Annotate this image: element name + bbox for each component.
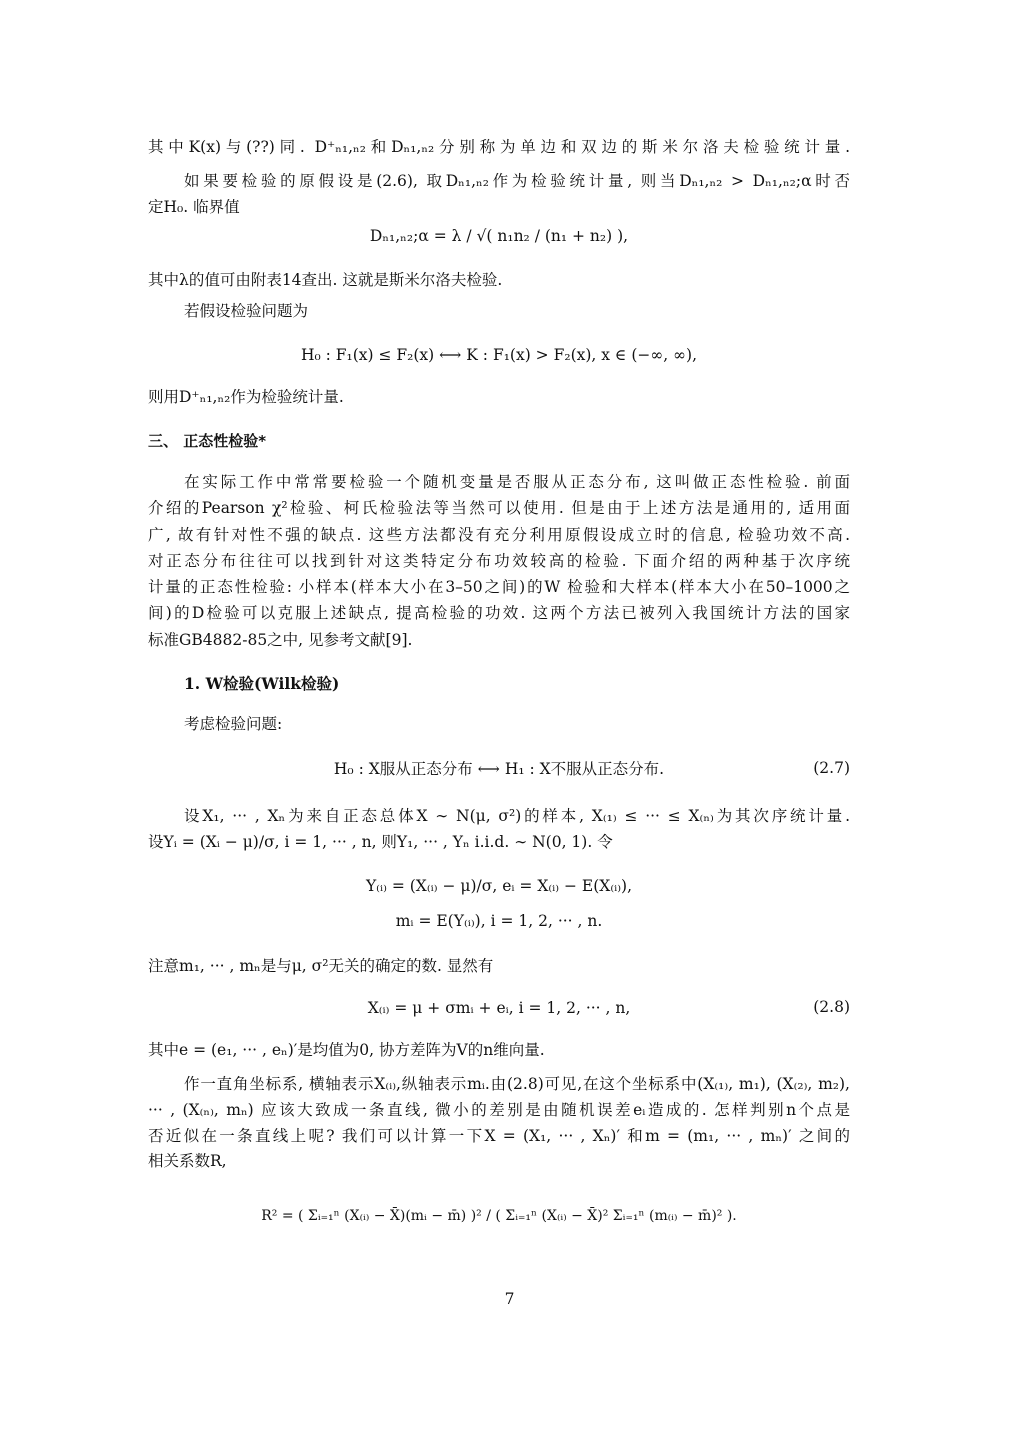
formula-2-8: X₍ᵢ₎ = μ + σmᵢ + eᵢ, i = 1, 2, ··· , n, bbox=[367, 999, 631, 1017]
text-line: 注意m₁, ··· , mₙ是与μ, σ²无关的确定的数. 显然有 bbox=[148, 957, 494, 975]
formula-2-7: H₀ : X服从正态分布 ⟷ H₁ : X不服从正态分布. bbox=[333, 760, 665, 778]
equation-number: (2.8) bbox=[813, 998, 850, 1016]
text-line: 则用D⁺ₙ₁,ₙ₂作为检验统计量. bbox=[148, 388, 344, 406]
text-line: 如果要检验的原假设是(2.6), 取Dₙ₁,ₙ₂作为检验统计量, 则当Dₙ₁,ₙ₂ > Dₙ₁,ₙ₂;α时否 bbox=[184, 172, 850, 190]
formula-critical-value: Dₙ₁,ₙ₂;α = λ / √( n₁n₂ / (n₁ + n₂) ), bbox=[369, 227, 629, 245]
equation-number: (2.7) bbox=[813, 759, 850, 777]
text-line: ··· , (X₍ₙ₎, mₙ) 应该大致成一条直线, 微小的差别是由随机误差eᵢ造成的. 怎样判别n个点是 bbox=[148, 1101, 850, 1119]
text-line: 设Yᵢ = (Xᵢ − μ)/σ, i = 1, ··· , n, 则Y₁, ··· , Yₙ i.i.d. ∼ N(0, 1). 令 bbox=[148, 833, 613, 851]
section-heading: 三、 正态性检验* bbox=[148, 432, 267, 450]
text-line: 对正态分布往往可以找到针对这类特定分布功效较高的检验. 下面介绍的两种基于次序统 bbox=[148, 552, 850, 570]
text-line: 其中λ的值可由附表14查出. 这就是斯米尔洛夫检验. bbox=[148, 271, 503, 289]
text-line: 计量的正态性检验: 小样本(样本大小在3–50之间)的W 检验和大样本(样本大小在50–1000之 bbox=[148, 578, 850, 596]
page-number: 7 bbox=[504, 1290, 515, 1308]
text-line: 作一直角坐标系, 横轴表示X₍ᵢ₎,纵轴表示mᵢ.由(2.8)可见,在这个坐标系中(X₍₁₎, m₁), (X₍₂₎, m₂), bbox=[184, 1075, 850, 1093]
text-line: 介绍的Pearson χ²检验、柯氏检验法等当然可以使用. 但是由于上述方法是通用的, 适用面 bbox=[148, 499, 850, 517]
formula-mi: mᵢ = E(Y₍ᵢ₎), i = 1, 2, ··· , n. bbox=[395, 912, 603, 930]
formula-hypothesis: H₀ : F₁(x) ≤ F₂(x) ⟷ K : F₁(x) > F₂(x), x ∈ (−∞, ∞), bbox=[300, 346, 698, 364]
text-line: 标准GB4882-85之中, 见参考文献[9]. bbox=[148, 631, 413, 649]
formula-r-squared: R² = ( Σᵢ₌₁ⁿ (X₍ᵢ₎ − X̄)(mᵢ − m̄) )² / ( Σᵢ₌₁ⁿ (X₍ᵢ₎ − X̄)² Σᵢ₌₁ⁿ (m₍ᵢ₎ − m̄)² ). bbox=[261, 1208, 737, 1224]
text-line: 广, 故有针对性不强的缺点. 这些方法都没有充分利用原假设成立时的信息, 检验功效不高. bbox=[148, 526, 850, 544]
subsection-heading: 1. W检验(Wilk检验) bbox=[184, 674, 340, 693]
text-line: 在实际工作中常常要检验一个随机变量是否服从正态分布, 这叫做正态性检验. 前面 bbox=[184, 473, 850, 491]
text-line: 其中K(x)与(??)同. D⁺ₙ₁,ₙ₂和Dₙ₁,ₙ₂分别称为单边和双边的斯米尔洛夫检验统计量. bbox=[148, 138, 850, 156]
text-line: 相关系数R, bbox=[148, 1152, 227, 1170]
text-line: 设X₁, ··· , Xₙ为来自正态总体X ∼ N(μ, σ²)的样本, X₍₁₎ ≤ ··· ≤ X₍ₙ₎为其次序统计量. bbox=[184, 807, 850, 825]
text-line: 考虑检验问题: bbox=[184, 715, 283, 733]
text-line: 定H₀. 临界值 bbox=[148, 198, 240, 216]
text-line: 若假设检验问题为 bbox=[184, 302, 309, 320]
formula-order-stats: Y₍ᵢ₎ = (X₍ᵢ₎ − μ)/σ, eᵢ = X₍ᵢ₎ − E(X₍ᵢ₎), bbox=[365, 877, 633, 895]
text-line: 否近似在一条直线上呢? 我们可以计算一下X = (X₁, ··· , Xₙ)′ 和m = (m₁, ··· , mₙ)′ 之间的 bbox=[148, 1127, 850, 1145]
text-line: 间)的D检验可以克服上述缺点, 提高检验的功效. 这两个方法已被列入我国统计方法的国家 bbox=[148, 604, 850, 622]
text-line: 其中e = (e₁, ··· , eₙ)′是均值为0, 协方差阵为V的n维向量. bbox=[148, 1041, 545, 1059]
